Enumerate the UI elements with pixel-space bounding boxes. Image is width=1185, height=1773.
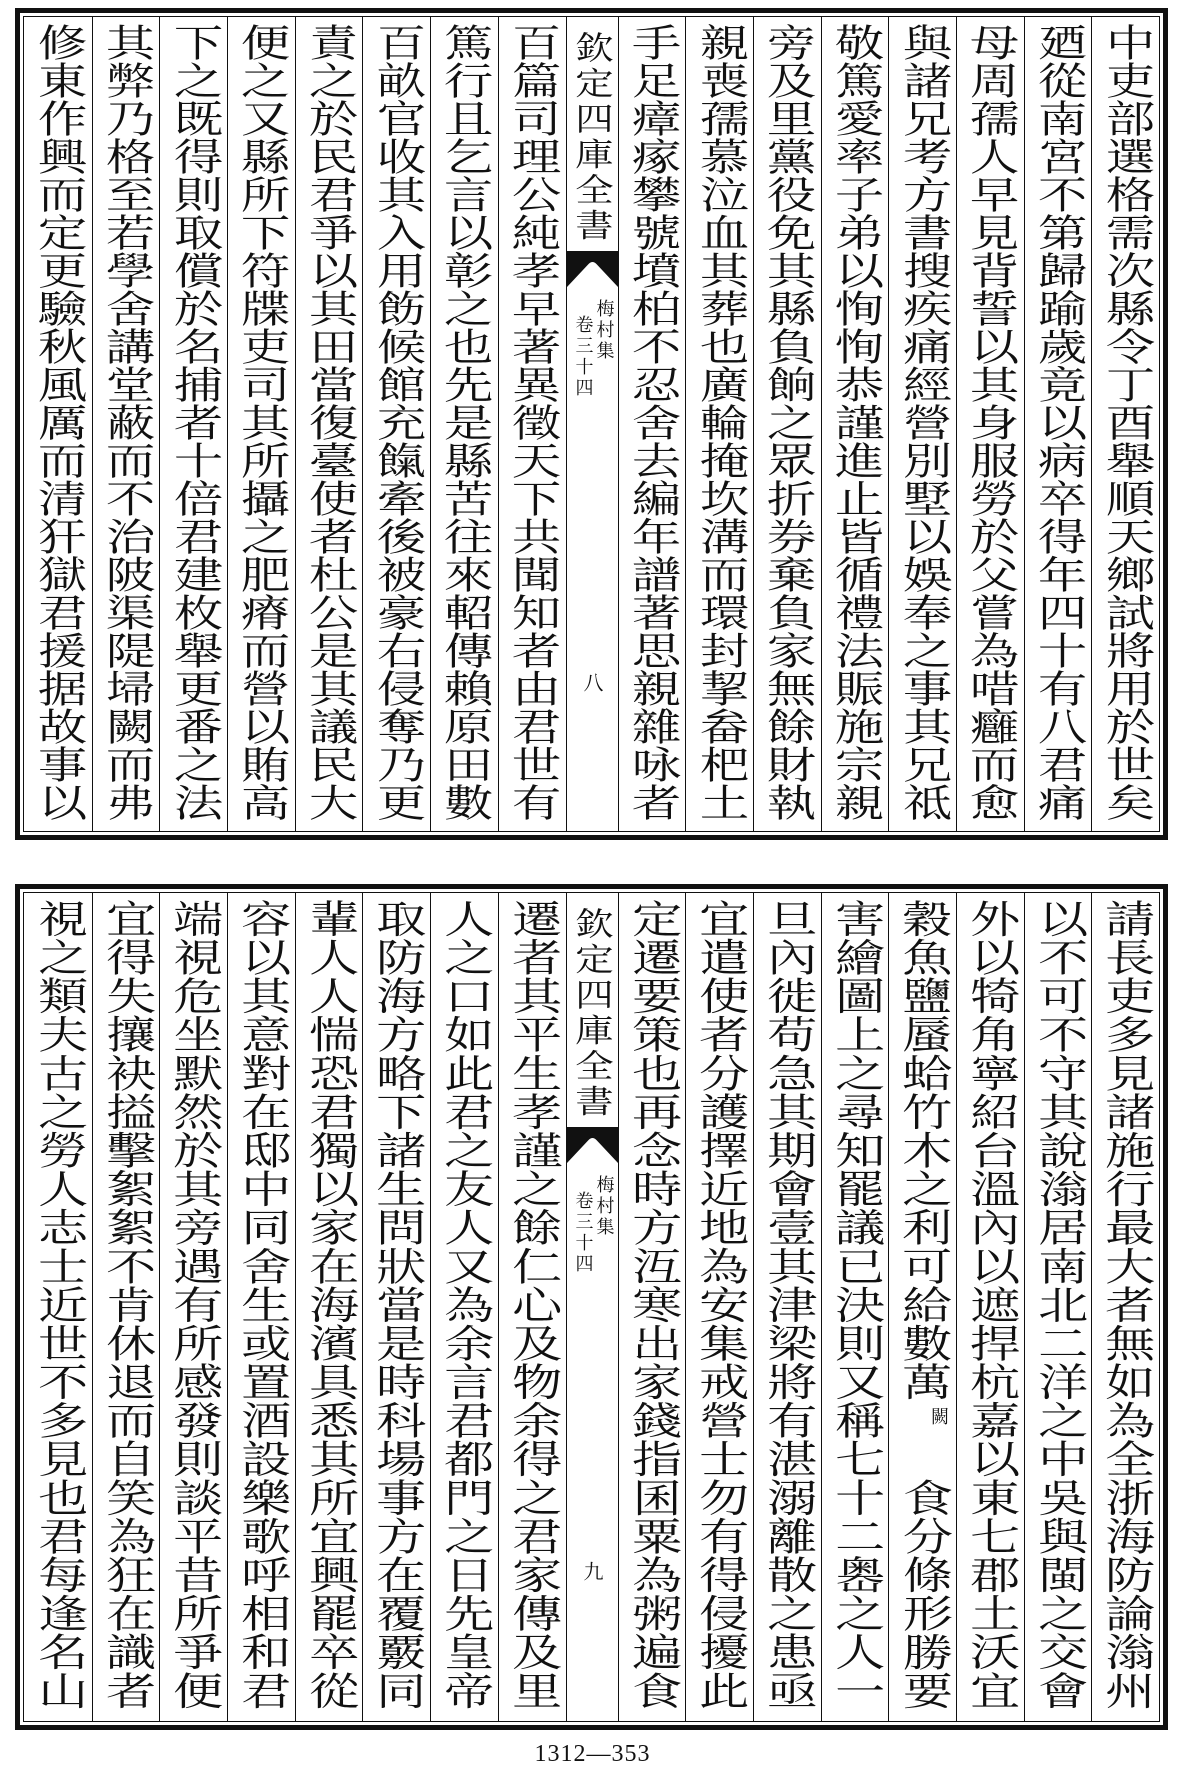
column-text: 旦內徙苟急其期會壹其津梁將有湛溺離散之患亟 — [759, 899, 818, 1710]
text-column — [24, 17, 92, 831]
column-grid — [23, 892, 1160, 1722]
text-column — [685, 893, 753, 1721]
column-text: 輩人人惴恐君獨以家在海濱具悉其所宜興罷卒從 — [300, 899, 360, 1710]
column-text: 取防海方略下諸生問狀當是時科場事方在覆覈同 — [368, 899, 428, 1710]
text-column — [498, 17, 566, 831]
column-text: 視之類夫古之勞人志士近世不多見也君每逢名山 — [29, 899, 89, 1710]
column-text: 穀魚鹽蜃蛤竹木之利可給數萬 — [894, 899, 953, 1401]
text-column — [24, 893, 92, 1721]
text-column — [753, 17, 821, 831]
column-text: 手足瘴瘃攀號墳柏不忍舍去編年譜著思親雜咏者 — [623, 23, 681, 821]
column-text: 容以其意對在邸中同舍生或置酒設樂歌呼相和君 — [233, 899, 292, 1710]
column-text: 百篇司理公純孝早著異徵天下共聞知者由君世有 — [503, 23, 561, 821]
text-column — [295, 17, 363, 831]
text-column — [159, 893, 227, 1721]
column-text: 遷者其平生孝謹之餘仁心及物余得之君家傳及里 — [503, 899, 563, 1710]
fishtail-ornament — [567, 251, 618, 289]
text-column — [888, 17, 956, 831]
center-fold-column — [566, 893, 618, 1721]
text-column — [227, 893, 295, 1721]
text-column — [227, 17, 295, 831]
column-text: 百畝官收其入用飭候館充餼牽後被豪右侵奪乃更 — [368, 23, 426, 821]
column-text: 責之於民君爭以其田當復臺使者杜公是其議民大 — [300, 23, 358, 821]
column-text: 人之口如此君之友人又為余言君都門之日先皇帝 — [436, 899, 495, 1710]
page-frame-lower — [15, 884, 1168, 1730]
column-text: 篤行且乞言以彰之也先是縣苦往來軺傳賴原田數 — [435, 23, 494, 821]
collection-title: 梅村集 — [593, 299, 615, 362]
column-text: 中吏部選格需次縣令丁酉舉順天鄉試將用於世矣 — [1097, 23, 1155, 821]
column-text: 宜得失攘袂搤擊絮絮不肯休退而自笑為狂在識者 — [97, 899, 157, 1710]
column-text: 害繪圖上之尋知罷議已決則又稱七十二嶴之人一 — [826, 899, 886, 1710]
column-text: 母周孺人早見背誓以其身服勞於父嘗為唶癰而愈 — [961, 23, 1019, 821]
text-column — [159, 17, 227, 831]
text-column — [821, 17, 889, 831]
text-column — [430, 17, 498, 831]
leaf-number: 八 — [580, 672, 604, 692]
center-fold-column — [566, 17, 618, 831]
text-column — [618, 17, 686, 831]
fishtail-ornament — [567, 1127, 618, 1165]
text-column — [430, 893, 498, 1721]
volume-label: 卷三十四 — [572, 1191, 594, 1275]
column-text: 親喪孺慕泣血其葬也廣輪掩坎溝而環封挈畚杷土 — [690, 23, 749, 821]
text-column — [1091, 17, 1159, 831]
text-column — [956, 893, 1024, 1721]
text-column-with-lacuna — [888, 893, 956, 1721]
text-column — [362, 17, 430, 831]
text-column — [685, 17, 753, 831]
text-column — [1024, 893, 1092, 1721]
column-text: 食分條形勝要 — [894, 1478, 953, 1710]
text-column — [1091, 893, 1159, 1721]
column-text: 以不可不守其說滃居南北二洋之中吳與閩之交會 — [1029, 899, 1089, 1710]
text-column — [1024, 17, 1092, 831]
column-text: 便之又縣所下符牒吏司其所攝之肥瘠而營以賄高 — [232, 23, 291, 821]
text-column — [753, 893, 821, 1721]
text-column — [362, 893, 430, 1721]
text-column — [821, 893, 889, 1721]
edition-title: 欽定四庫全書 — [569, 31, 615, 244]
column-text: 下之既得則取償於名捕者十倍君建枚舉更番之法 — [165, 23, 223, 821]
text-column — [92, 893, 160, 1721]
collection-title: 梅村集 — [593, 1175, 615, 1238]
column-text: 與諸兄考方書搜疾痛經營別墅以娛奉之事其兄祗 — [893, 23, 952, 821]
column-text: 廼從南宮不第歸踰歲竟以病卒得年四十有八君痛 — [1029, 23, 1087, 821]
lacuna-mark: 闕 — [927, 1406, 949, 1425]
text-column — [618, 893, 686, 1721]
text-column — [956, 17, 1024, 831]
column-text: 宜遣使者分護擇近地為安集戒營士勿有得侵擾此 — [691, 899, 750, 1710]
column-grid — [23, 16, 1160, 832]
leaf-number: 九 — [580, 1561, 604, 1581]
text-column — [295, 893, 363, 1721]
text-column — [498, 893, 566, 1721]
edition-title: 欽定四庫全書 — [569, 907, 615, 1120]
column-text: 外以犄角寧紹台溫內以遮捍杭嘉以東七郡土沃宜 — [962, 899, 1021, 1710]
column-text: 請長吏多見諸施行最大者無如為全浙海防論滃州 — [1097, 899, 1156, 1710]
page-frame-upper — [15, 8, 1168, 840]
column-text: 敬篤愛率子弟以恂恂恭謹進止皆循禮法賑施宗親 — [826, 23, 884, 821]
column-text: 端視危坐默然於其旁遇有所感發則談平昔所爭便 — [165, 899, 225, 1710]
text-column — [92, 17, 160, 831]
column-text: 修東作興而定更驗秋風厲而清犴獄君援据故事以 — [29, 23, 87, 821]
column-text: 其弊乃格至若學舍講堂蔽而不治陂渠隄埽闕而弗 — [97, 23, 155, 821]
column-text: 旁及里黨役免其縣負餉之眾折券棄負家無餘財執 — [758, 23, 816, 821]
volume-label: 卷三十四 — [572, 315, 594, 399]
page-reference-number: 1312—353 — [534, 1741, 651, 1767]
column-text: 定遷要策也再念時方沍寒出家錢指囷粟為粥遍食 — [623, 899, 683, 1710]
